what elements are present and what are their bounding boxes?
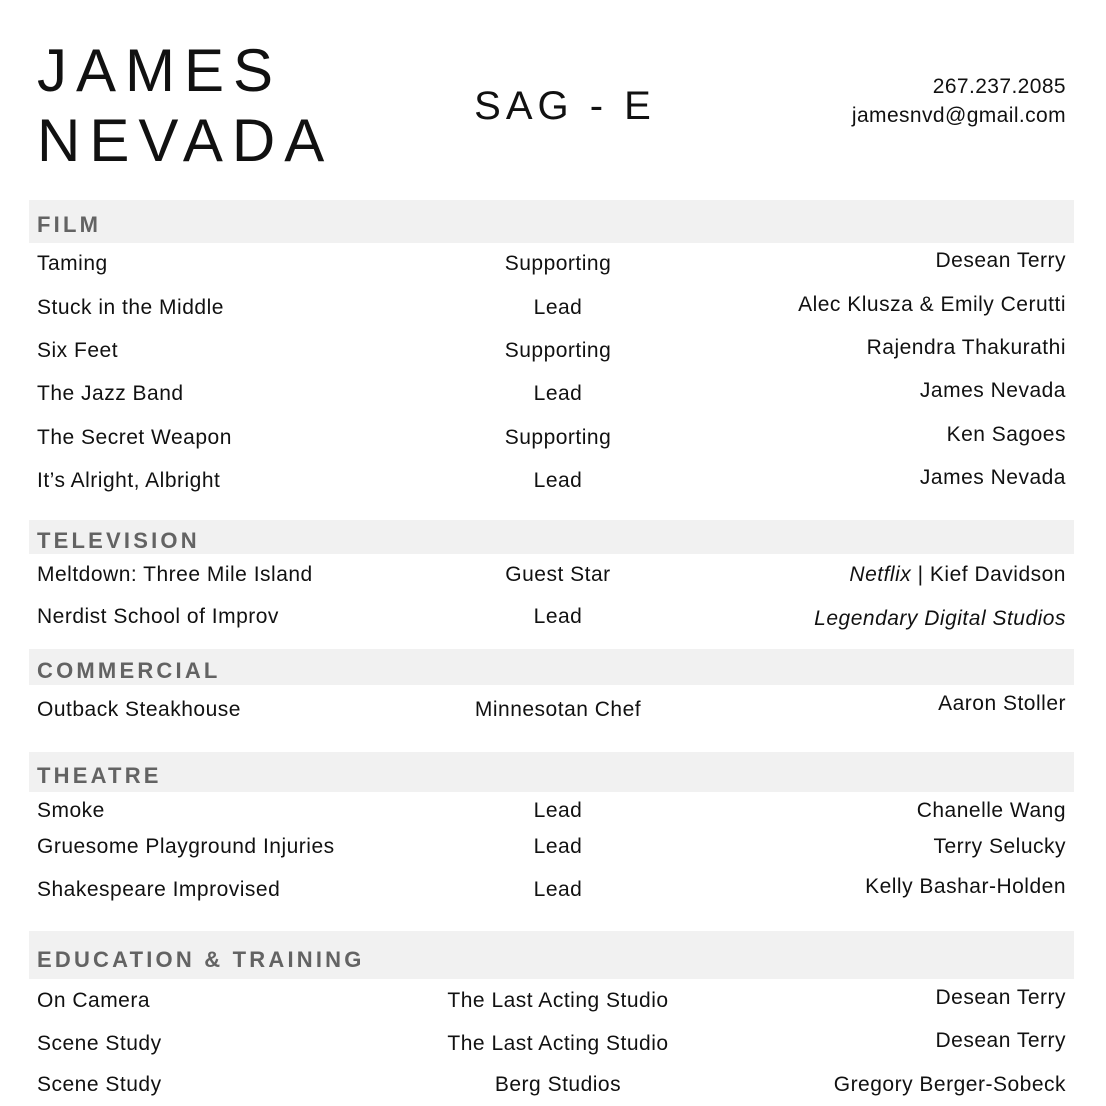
director: Kief Davidson (929, 563, 1066, 586)
table-row (0, 799, 1106, 829)
director: Desean Terry (935, 249, 1066, 272)
role: Lead (533, 835, 583, 858)
director: James Nevada (919, 466, 1066, 489)
project-title: Six Feet (37, 339, 119, 362)
teacher: Desean Terry (935, 986, 1066, 1009)
table-row (0, 466, 1106, 499)
role: Minnesotan Chef (474, 698, 642, 721)
table-row (0, 379, 1106, 412)
director: Chanelle Wang (916, 799, 1066, 822)
project-title: Shakespeare Improvised (37, 878, 281, 901)
table-row (0, 835, 1106, 865)
project-title: Meltdown: Three Mile Island (37, 563, 313, 586)
role: Supporting (504, 426, 612, 449)
project-title: Outback Steakhouse (37, 698, 241, 721)
table-row (0, 1073, 1106, 1103)
role: Supporting (504, 339, 612, 362)
phone-number: 267.237.2085 (932, 75, 1066, 98)
actor-name (37, 36, 333, 176)
section-commercial (29, 649, 1074, 685)
teacher: Gregory Berger-Sobeck (833, 1073, 1066, 1096)
section-theatre (29, 752, 1074, 792)
training-subject: Scene Study (37, 1073, 162, 1096)
table-row (0, 336, 1106, 369)
network: Netflix (849, 563, 912, 586)
role: Supporting (504, 252, 612, 275)
section-film (29, 200, 1074, 243)
section-title-education: EDUCATION & TRAINING (37, 947, 365, 972)
contact-info (852, 72, 1066, 130)
director: James Nevada (919, 379, 1066, 402)
section-education (29, 931, 1074, 979)
section-title-film: FILM (37, 212, 102, 237)
school: The Last Acting Studio (447, 989, 669, 1012)
section-title-television: TELEVISION (37, 528, 200, 553)
table-row (0, 423, 1106, 456)
school: The Last Acting Studio (447, 1032, 669, 1055)
project-title: The Jazz Band (37, 382, 184, 405)
training-subject: Scene Study (37, 1032, 162, 1055)
role: Lead (533, 382, 583, 405)
project-title: Taming (37, 252, 108, 275)
section-title-theatre: THEATRE (37, 763, 162, 788)
table-row (0, 692, 1106, 728)
director: Aaron Stoller (938, 692, 1066, 715)
project-title: The Secret Weapon (37, 426, 232, 449)
director: Kelly Bashar-Holden (865, 875, 1066, 898)
network: Legendary Digital Studios (814, 607, 1066, 630)
last-name: NEVADA (37, 107, 334, 174)
project-title: Smoke (37, 799, 105, 822)
network-credit (849, 563, 1066, 587)
table-row (0, 875, 1106, 908)
union-status: SAG - E (474, 84, 656, 128)
table-row (0, 605, 1106, 635)
email-address: jamesnvd@gmail.com (851, 104, 1066, 127)
director: Alec Klusza & Emily Cerutti (798, 293, 1066, 316)
first-name: JAMES (37, 37, 283, 104)
director: Rajendra Thakurathi (866, 336, 1066, 359)
table-row (0, 1029, 1106, 1062)
role: Lead (533, 878, 583, 901)
teacher: Desean Terry (935, 1029, 1066, 1052)
project-title: Stuck in the Middle (37, 296, 224, 319)
separator: | (917, 563, 924, 586)
role: Lead (533, 605, 583, 628)
section-television (29, 520, 1074, 554)
training-subject: On Camera (37, 989, 151, 1012)
director: Terry Selucky (933, 835, 1066, 858)
section-title-commercial: COMMERCIAL (37, 658, 221, 683)
table-row (0, 293, 1106, 326)
table-row (0, 249, 1106, 282)
role: Lead (533, 469, 583, 492)
table-row (0, 986, 1106, 1019)
school: Berg Studios (494, 1073, 622, 1096)
role: Lead (533, 799, 583, 822)
role: Lead (533, 296, 583, 319)
director: Ken Sagoes (946, 423, 1066, 446)
project-title: Nerdist School of Improv (37, 605, 279, 628)
project-title: Gruesome Playground Injuries (37, 835, 335, 858)
role: Guest Star (505, 563, 611, 586)
table-row (0, 563, 1106, 593)
project-title: It’s Alright, Albright (37, 469, 221, 492)
